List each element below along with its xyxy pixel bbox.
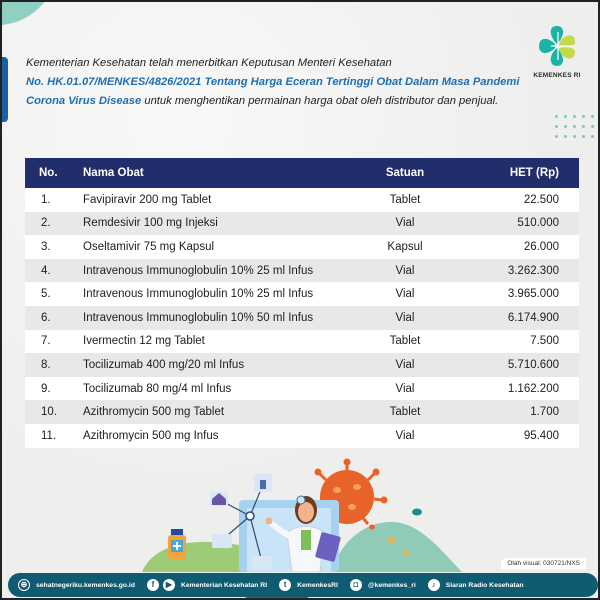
facebook-icon: f: [147, 579, 159, 591]
table-row: [25, 377, 579, 401]
footer-radio[interactable]: [428, 579, 524, 591]
intro-rest: untuk menghentikan permainan harga obat oleh distributor dan penjual.: [141, 95, 499, 107]
cell-name: Tocilizumab 400 mg/20 ml Infus: [83, 358, 245, 371]
cell-het: 1.162.200: [507, 382, 559, 395]
social-footer: [8, 573, 598, 597]
cell-no: 7.: [41, 335, 51, 348]
visual-credit: Olah visual: 030721/NXS: [501, 558, 586, 569]
kemenkes-logo-icon: [535, 24, 579, 68]
kemenkes-logo: [532, 24, 582, 79]
cell-name: Remdesivir 100 mg Injeksi: [83, 217, 218, 230]
table-row: [25, 306, 579, 330]
cell-name: Intravenous Immunoglobulin 10% 25 ml Infus: [83, 288, 314, 301]
table-row: [25, 424, 579, 448]
cell-unit: Vial: [395, 288, 415, 301]
header-no: No.: [39, 167, 58, 179]
cell-het: 3.965.000: [507, 288, 559, 301]
cell-unit: Vial: [395, 358, 415, 371]
medicine-bottle-icon: [168, 529, 186, 559]
instagram-label: @kemenkes_ri: [367, 581, 416, 589]
website-label: sehatnegeriku.kemenkes.go.id: [36, 581, 135, 589]
cell-no: 2.: [41, 217, 51, 230]
cell-het: 95.400: [523, 429, 559, 442]
cell-no: 1.: [41, 193, 51, 206]
cell-het: 6.174.900: [507, 311, 559, 324]
cell-name: Oseltamivir 75 mg Kapsul: [83, 240, 215, 253]
cell-unit: Vial: [395, 311, 415, 324]
table-row: [25, 188, 579, 212]
cell-no: 5.: [41, 288, 51, 301]
cash-icon: [252, 556, 272, 570]
table-row: [25, 212, 579, 236]
cell-het: 3.262.300: [507, 264, 559, 277]
cell-name: Tocilizumab 80 mg/4 ml Infus: [83, 382, 232, 395]
footer-website[interactable]: [18, 579, 135, 591]
cell-unit: Kapsul: [387, 240, 423, 253]
decorative-side-tab: [2, 57, 8, 122]
footer-twitter[interactable]: [279, 579, 338, 591]
price-table: [25, 158, 579, 448]
cell-no: 11.: [41, 429, 57, 442]
cell-name: Intravenous Immunoglobulin 10% 50 ml Infus: [83, 311, 314, 324]
cell-het: 1.700: [530, 406, 559, 419]
table-header: [25, 158, 579, 188]
intro-paragraph: [26, 54, 526, 111]
cell-no: 3.: [41, 240, 51, 253]
cell-unit: Tablet: [389, 335, 421, 348]
cell-name: Ivermectin 12 mg Tablet: [83, 335, 205, 348]
doctor-illustration: [2, 452, 600, 572]
table-row: [25, 235, 579, 259]
footer-instagram[interactable]: [350, 579, 416, 591]
table-row: [25, 282, 579, 306]
cell-unit: Vial: [395, 217, 415, 230]
table-row: [25, 400, 579, 424]
header-het: HET (Rp): [509, 167, 559, 179]
youtube-icon: ▶: [163, 579, 175, 591]
teal-hill-right: [332, 522, 462, 572]
radio-label: Siaran Radio Kesehatan: [445, 581, 524, 589]
globe-icon: ⊕: [18, 579, 30, 591]
cell-no: 4.: [41, 264, 51, 277]
cell-unit: Tablet: [389, 406, 421, 419]
cell-name: Azithromycin 500 mg Tablet: [83, 406, 225, 419]
table-row: [25, 353, 579, 377]
header-unit: Satuan: [385, 167, 425, 179]
radio-icon: ♪: [428, 579, 440, 591]
cell-het: 26.000: [523, 240, 559, 253]
table-row: [25, 259, 579, 283]
cell-het: 22.500: [523, 193, 559, 206]
cell-unit: Vial: [395, 429, 415, 442]
cell-name: Intravenous Immunoglobulin 10% 25 ml Infus: [83, 264, 314, 277]
decree-reference: No. HK.01.07/MENKES/4826/2021 Tentang Harga Eceran Tertinggi Obat Dalam Masa Pandemi Corona Virus Disease: [26, 76, 520, 107]
instagram-icon: ◘: [350, 579, 362, 591]
decorative-blob: [0, 0, 67, 29]
cell-unit: Vial: [395, 382, 415, 395]
cell-no: 8.: [41, 358, 51, 371]
facebook-youtube-label: Kementerian Kesehatan RI: [180, 581, 268, 589]
cell-name: Favipiravir 200 mg Tablet: [83, 193, 212, 206]
cell-unit: Vial: [395, 264, 415, 277]
cell-no: 6.: [41, 311, 51, 324]
decorative-dots: [555, 115, 600, 138]
cell-name: Azithromycin 500 mg Infus: [83, 429, 219, 442]
header-name: Nama Obat: [83, 167, 144, 179]
cell-no: 9.: [41, 382, 51, 395]
cell-unit: Tablet: [389, 193, 421, 206]
intro-line1: Kementerian Kesehatan telah menerbitkan Keputusan Menteri Kesehatan: [26, 57, 392, 69]
twitter-label: KemenkesRI: [297, 581, 338, 589]
cell-het: 7.500: [530, 335, 559, 348]
cell-het: 5.710.600: [507, 358, 559, 371]
footer-facebook-youtube[interactable]: [147, 579, 267, 591]
cell-het: 510.000: [517, 217, 559, 230]
table-row: [25, 330, 579, 354]
cell-no: 10.: [41, 406, 57, 419]
logo-text: KEMENKES RI: [533, 72, 581, 79]
twitter-icon: t: [279, 579, 291, 591]
care-hand-icon: [212, 534, 232, 548]
